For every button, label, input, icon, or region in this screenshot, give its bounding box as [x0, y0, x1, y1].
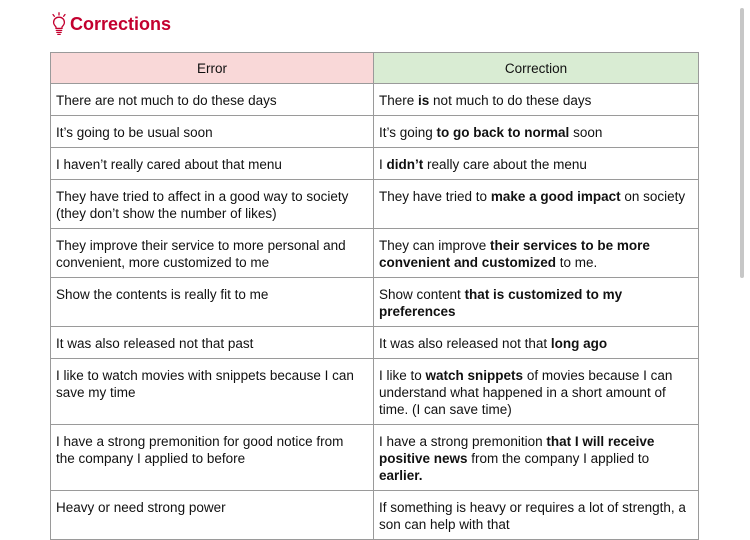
corrections-table	[50, 52, 699, 540]
correction-text: I	[379, 157, 387, 172]
correction-text: There	[379, 93, 419, 108]
table-header-row	[51, 53, 699, 84]
correction-text: They can improve	[379, 238, 491, 253]
error-text-line: Heavy or need strong power	[56, 500, 226, 515]
error-text-line: They have tried to affect in a good way to society	[56, 189, 349, 204]
correction-cell	[374, 84, 699, 116]
error-text-line: It was also released not that past	[56, 336, 254, 351]
correction-text: They have tried to	[379, 189, 491, 204]
correction-highlight: to go back to normal	[436, 125, 570, 140]
correction-highlight: watch snippets	[425, 368, 524, 383]
correction-text: It’s going	[379, 125, 437, 140]
error-text-line: I haven’t really cared about that menu	[56, 157, 282, 172]
table-row	[51, 359, 699, 425]
error-text-line: convenient, more customized to me	[56, 255, 270, 270]
error-text-line: They improve their service to more personal and	[56, 238, 346, 253]
correction-cell	[374, 278, 699, 327]
error-text-line: I like to watch movies with snippets because I can	[56, 368, 354, 383]
table-row	[51, 491, 699, 540]
correction-text: of movies because I can understand what happened in a short amount of time. (I can save time)	[379, 368, 673, 417]
error-cell	[51, 327, 374, 359]
error-cell	[51, 180, 374, 229]
correction-highlight: earlier.	[379, 468, 423, 483]
error-text-line: (they don’t show the number of likes)	[56, 206, 277, 221]
correction-cell	[374, 116, 699, 148]
correction-cell	[374, 327, 699, 359]
table-row	[51, 116, 699, 148]
error-text-line: the company I applied to before	[56, 451, 246, 466]
correction-text: to me.	[556, 255, 598, 270]
table-row	[51, 229, 699, 278]
correction-cell	[374, 229, 699, 278]
table-row	[51, 180, 699, 229]
error-text-line: save my time	[56, 385, 136, 400]
correction-text: Show content	[379, 287, 465, 302]
correction-highlight: long ago	[550, 336, 608, 351]
error-cell	[51, 229, 374, 278]
scrollbar[interactable]	[740, 8, 744, 278]
error-cell	[51, 278, 374, 327]
error-text-line: It’s going to be usual soon	[56, 125, 213, 140]
correction-cell	[374, 491, 699, 540]
error-cell	[51, 359, 374, 425]
error-text-line: I have a strong premonition for good notice from	[56, 434, 344, 449]
error-column-header: Error	[51, 53, 374, 84]
correction-text: soon	[569, 125, 603, 140]
correction-text: I like to	[379, 368, 426, 383]
page-title: Corrections	[70, 14, 172, 34]
correction-cell	[374, 425, 699, 491]
correction-text: If something is heavy or requires a lot of strength, a son can help with that	[379, 500, 686, 532]
correction-highlight: didn’t	[386, 157, 424, 172]
correction-text: I have a strong premonition	[379, 434, 547, 449]
correction-highlight: that I will receive positive news	[379, 434, 655, 466]
error-cell	[51, 116, 374, 148]
correction-highlight: that is customized to my preferences	[379, 287, 623, 319]
correction-text: from the company I applied to	[467, 451, 650, 466]
table-row	[51, 84, 699, 116]
error-cell	[51, 84, 374, 116]
correction-highlight: their services to be more convenient and customized	[379, 238, 650, 270]
correction-column-header: Correction	[374, 53, 699, 84]
correction-text: not much to do these days	[429, 93, 592, 108]
table-row	[51, 425, 699, 491]
error-text-line: There are not much to do these days	[56, 93, 277, 108]
correction-text: It was also released not that	[379, 336, 551, 351]
correction-highlight: make a good impact	[490, 189, 621, 204]
table-row	[51, 148, 699, 180]
table-row	[51, 327, 699, 359]
correction-highlight: is	[418, 93, 430, 108]
correction-text: really care about the menu	[423, 157, 587, 172]
correction-cell	[374, 359, 699, 425]
error-cell	[51, 148, 374, 180]
table-row	[51, 278, 699, 327]
error-text-line: Show the contents is really fit to me	[56, 287, 269, 302]
correction-cell	[374, 180, 699, 229]
correction-cell	[374, 148, 699, 180]
correction-text: on society	[620, 189, 686, 204]
error-cell	[51, 425, 374, 491]
error-cell	[51, 491, 374, 540]
lightbulb-icon	[50, 12, 68, 36]
section-heading	[50, 12, 171, 36]
